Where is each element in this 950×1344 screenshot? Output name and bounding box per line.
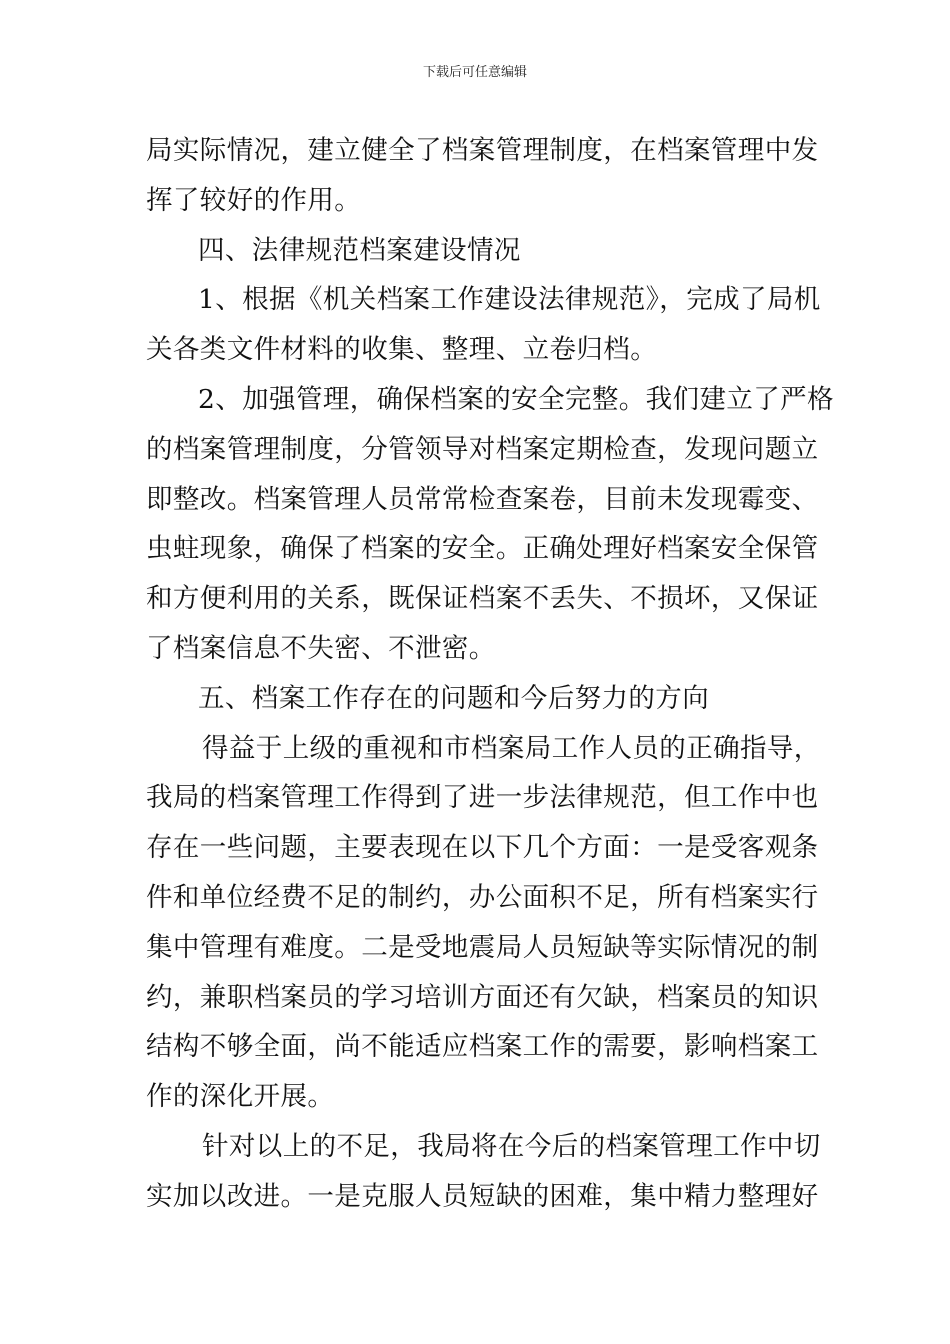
text-line: 实加以改进。一是克服人员短缺的困难，集中精力整理好 [146,1180,819,1212]
section-heading: 五、档案工作存在的问题和今后努力的方向 [198,682,710,714]
text-line: 虫蛀现象，确保了档案的安全。正确处理好档案安全保管 [146,533,819,565]
text-line: 得益于上级的重视和市档案局工作人员的正确指导， [202,732,821,764]
section-heading: 四、法律规范档案建设情况 [198,234,521,266]
text-line: 即整改。档案管理人员常常检查案卷，目前未发现霉变、 [146,483,819,515]
text-line: 和方便利用的关系，既保证档案不丢失、不损坏，又保证 [146,583,819,615]
text-line: 的档案管理制度，分管领导对档案定期检查，发现问题立 [146,433,819,465]
text-line: 集中管理有难度。二是受地震局人员短缺等实际情况的制 [146,931,819,963]
text-line: 件和单位经费不足的制约，办公面积不足，所有档案实行 [146,881,819,913]
text-line: 约，兼职档案员的学习培训方面还有欠缺，档案员的知识 [146,981,819,1013]
text-line: 结构不够全面，尚不能适应档案工作的需要，影响档案工 [146,1031,819,1063]
text-line: 我局的档案管理工作得到了进一步法律规范，但工作中也 [146,782,819,814]
text-line: 针对以上的不足，我局将在今后的档案管理工作中切 [202,1130,821,1162]
text-line: 1、根据《机关档案工作建设法律规范》，完成了局机 [198,284,821,316]
text-line: 存在一些问题，主要表现在以下几个方面：一是受客观条 [146,832,819,864]
page-header-note: 下载后可任意编辑 [422,65,527,80]
text-line: 关各类文件材料的收集、整理、立卷归档。 [146,334,658,366]
text-line: 2、加强管理，确保档案的安全完整。我们建立了严格 [198,383,834,415]
text-line: 了档案信息不失密、不泄密。 [146,632,496,664]
text-line: 局实际情况，建立健全了档案管理制度，在档案管理中发 [146,135,819,166]
document-body [146,126,834,1222]
text-line: 挥了较好的作用。 [146,184,362,216]
text-line: 作的深化开展。 [146,1081,335,1113]
